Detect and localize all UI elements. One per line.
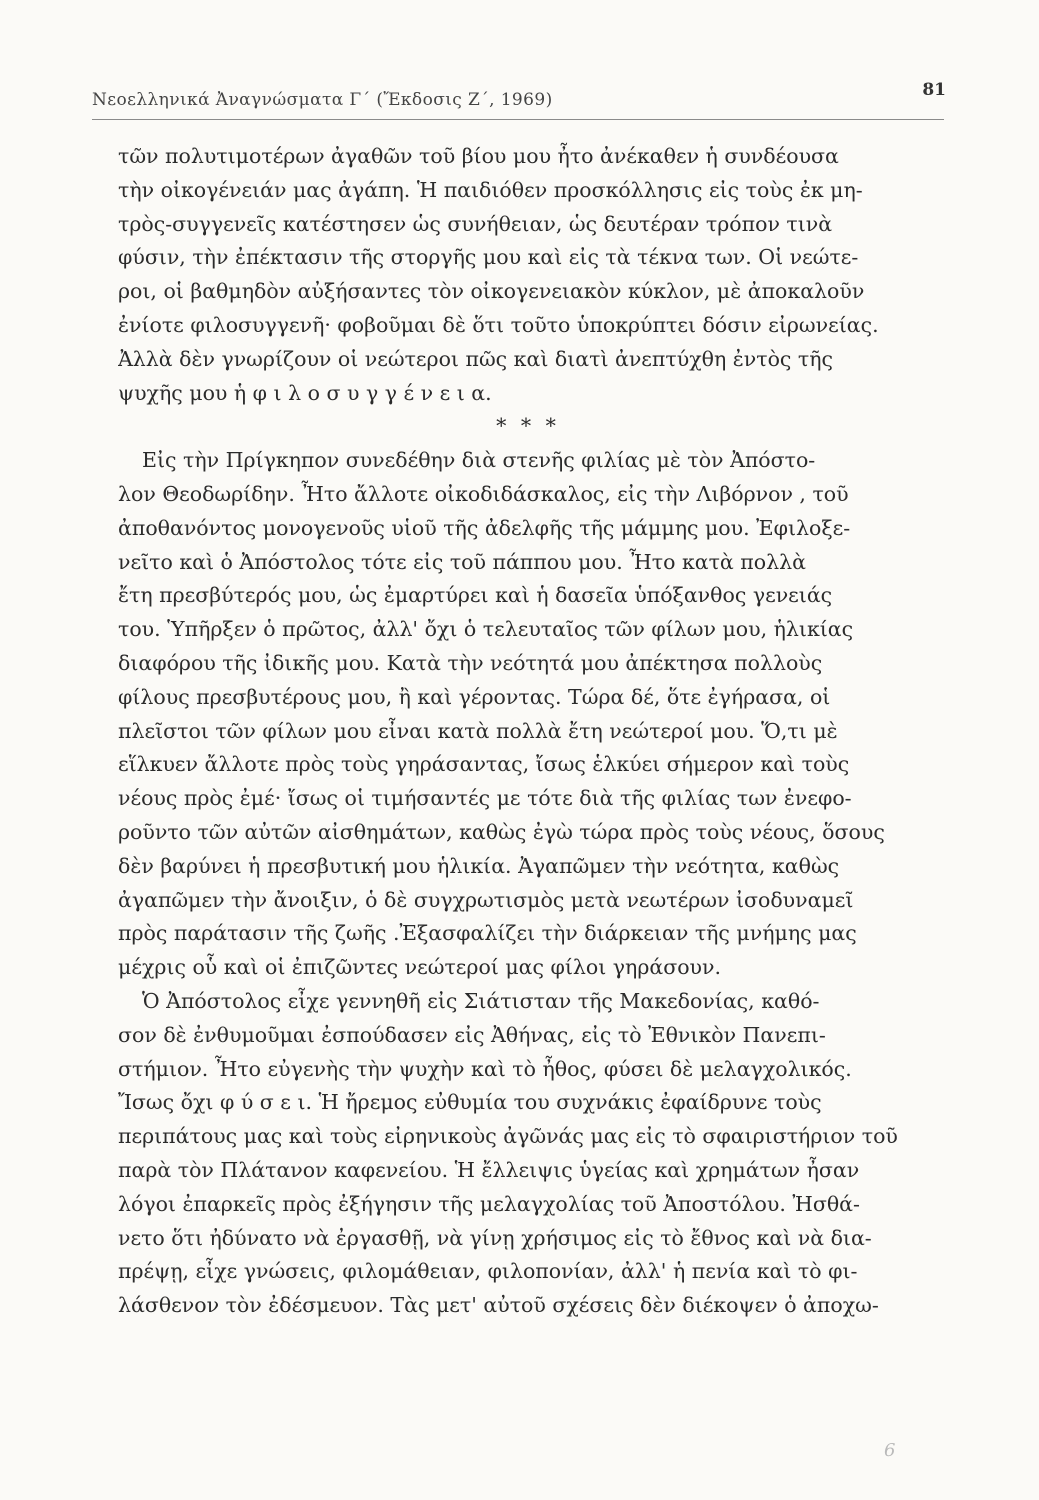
text-line: δὲν βαρύνει ἡ πρεσβυτική μου ἡλικία. Ἀγαπῶμεν τὴν νεότητα, καθὼς — [118, 853, 840, 878]
text-line: πρέψῃ, εἶχε γνώσεις, φιλομάθειαν, φιλοπονίαν, ἀλλ' ἡ πενία καὶ τὸ φι- — [118, 1259, 858, 1284]
text-line: διαφόρου τῆς ἰδικῆς μου. Κατὰ τὴν νεότητά μου ἀπέκτησα πολλοὺς — [118, 650, 823, 675]
header-rule — [92, 119, 944, 120]
text-line: του. Ὑπῆρξεν ὁ πρῶτος, ἀλλ' ὄχι ὁ τελευταῖος τῶν φίλων μου, ἡλικίας — [118, 617, 854, 642]
text-line: Ὁ Ἀπόστολος εἶχε γεννηθῆ εἰς Σιάτισταν τῆς Μακεδονίας, καθό- — [142, 988, 820, 1013]
text-line: φύσιν, τὴν ἐπέκτασιν τῆς στοργῆς μου καὶ εἰς τὰ τέκνα των. Οἱ νεώτε- — [118, 245, 859, 270]
signature-mark: 6 — [884, 1440, 896, 1461]
text-line: πλεῖστοι τῶν φίλων μου εἶναι κατὰ πολλὰ ἔτη νεώτεροί μου. Ὅ,τι μὲ — [118, 718, 838, 743]
body-text — [118, 140, 928, 1323]
text-line: τὴν οἰκογένειάν μας ἀγάπη. Ἡ παιδιόθεν προσκόλλησις εἰς τοὺς ἐκ μη- — [118, 177, 863, 202]
text-line: στήμιον. Ἦτο εὐγενὴς τὴν ψυχὴν καὶ τὸ ἦθος, φύσει δὲ μελαγχολικός. — [118, 1056, 852, 1081]
text-line: ἔτη πρεσβύτερός μου, ὡς ἐμαρτύρει καὶ ἡ δασεῖα ὑπόξανθος γενειάς — [118, 583, 833, 608]
text-line: μέχρις οὗ καὶ οἱ ἐπιζῶντες νεώτεροί μας φίλοι γηράσουν. — [118, 955, 721, 980]
text-line: φίλους πρεσβυτέρους μου, ἢ καὶ γέροντας. Τώρα δέ, ὅτε ἐγήρασα, οἱ — [118, 684, 831, 709]
header-title: Νεοελληνικά Ἀναγνώσματα Γ΄ (Ἔκδοσις Ζ΄, 1969) — [92, 90, 553, 110]
text-line: ἀποθανόντος μονογενοῦς υἱοῦ τῆς ἀδελφῆς τῆς μάμμης μου. Ἐφιλοξε- — [118, 515, 851, 540]
text-line: ροῦντο τῶν αὐτῶν αἰσθημάτων, καθὼς ἐγὼ τώρα πρὸς τοὺς νέους, ὅσους — [118, 819, 885, 844]
text-line: λον Θεοδωρίδην. Ἦτο ἄλλοτε οἰκοδιδάσκαλος, εἰς τὴν Λιβόρνον , τοῦ — [118, 481, 849, 506]
text-line: τῶν πολυτιμοτέρων ἀγαθῶν τοῦ βίου μου ἦτο ἀνέκαθεν ἡ συνδέουσα — [118, 144, 839, 168]
text-line: παρὰ τὸν Πλάτανον καφενείου. Ἡ ἔλλειψις ὑγείας καὶ χρημάτων ἦσαν — [118, 1157, 860, 1182]
text-line: ροι, οἱ βαθμηδὸν αὐξήσαντες τὸν οἰκογενειακὸν κύκλον, μὲ ἀποκαλοῦν — [118, 279, 865, 304]
text-line: λόγοι ἐπαρκεῖς πρὸς ἐξήγησιν τῆς μελαγχολίας τοῦ Ἀποστόλου. Ἠσθά- — [118, 1191, 860, 1216]
text-line: σον δὲ ἐνθυμοῦμαι ἐσπούδασεν εἰς Ἀθήνας, εἰς τὸ Ἐθνικὸν Πανεπι- — [118, 1022, 826, 1047]
text-line: Ἀλλὰ δὲν γνωρίζουν οἱ νεώτεροι πῶς καὶ διατὶ ἀνεπτύχθη ἐντὸς τῆς — [118, 346, 834, 371]
text-line: ἐνίοτε φιλοσυγγενῆ· φοβοῦμαι δὲ ὅτι τοῦτο ὑποκρύπτει δόσιν εἰρωνείας. — [118, 312, 879, 337]
text-line: εἵλκυεν ἄλλοτε πρὸς τοὺς γηράσαντας, ἴσως ἑλκύει σήμερον καὶ τοὺς — [118, 752, 850, 777]
text-line: Ἴσως ὄχι φ ύ σ ε ι. Ἡ ἤρεμος εὐθυμία του συχνάκις ἐφαίδρυνε τοὺς — [118, 1090, 822, 1115]
text-line: λάσθενον τὸν ἐδέσμευον. Τὰς μετ' αὐτοῦ σχέσεις δὲν διέκοψεν ὁ ἀποχω- — [118, 1293, 879, 1318]
text-line: νεῖτο καὶ ὁ Ἀπόστολος τότε εἰς τοῦ πάππου μου. Ἦτο κατὰ πολλὰ — [118, 549, 806, 574]
text-line: ψυχῆς μου ἡ φ ι λ ο σ υ γ γ έ ν ε ι α. — [118, 380, 492, 405]
text-line: νετο ὅτι ἠδύνατο νὰ ἐργασθῇ, νὰ γίνῃ χρήσιμος εἰς τὸ ἔθνος καὶ νὰ δια- — [118, 1225, 872, 1250]
running-header — [92, 80, 952, 118]
page-number: 81 — [922, 80, 946, 100]
text-line: περιπάτους μας καὶ τοὺς εἰρηνικοὺς ἀγῶνάς μας εἰς τὸ σφαιριστήριον τοῦ — [118, 1124, 898, 1149]
section-separator: * * * — [496, 414, 560, 439]
text-line: ἀγαπῶμεν τὴν ἄνοιξιν, ὁ δὲ συγχρωτισμὸς μετὰ νεωτέρων ἰσοδυναμεῖ — [118, 887, 854, 912]
text-line: τρὸς-συγγενεῖς κατέστησεν ὡς συνήθειαν, ὡς δευτέραν τρόπον τινὰ — [118, 211, 833, 236]
text-line: πρὸς παράτασιν τῆς ζωῆς .Ἐξασφαλίζει τὴν διάρκειαν τῆς μνήμης μας — [118, 921, 857, 946]
text-line: Εἰς τὴν Πρίγκηπον συνεδέθην διὰ στενῆς φιλίας μὲ τὸν Ἀπόστο- — [142, 448, 816, 473]
text-line: νέους πρὸς ἐμέ· ἴσως οἱ τιμήσαντές με τότε διὰ τῆς φιλίας των ἐνεφο- — [118, 786, 852, 811]
